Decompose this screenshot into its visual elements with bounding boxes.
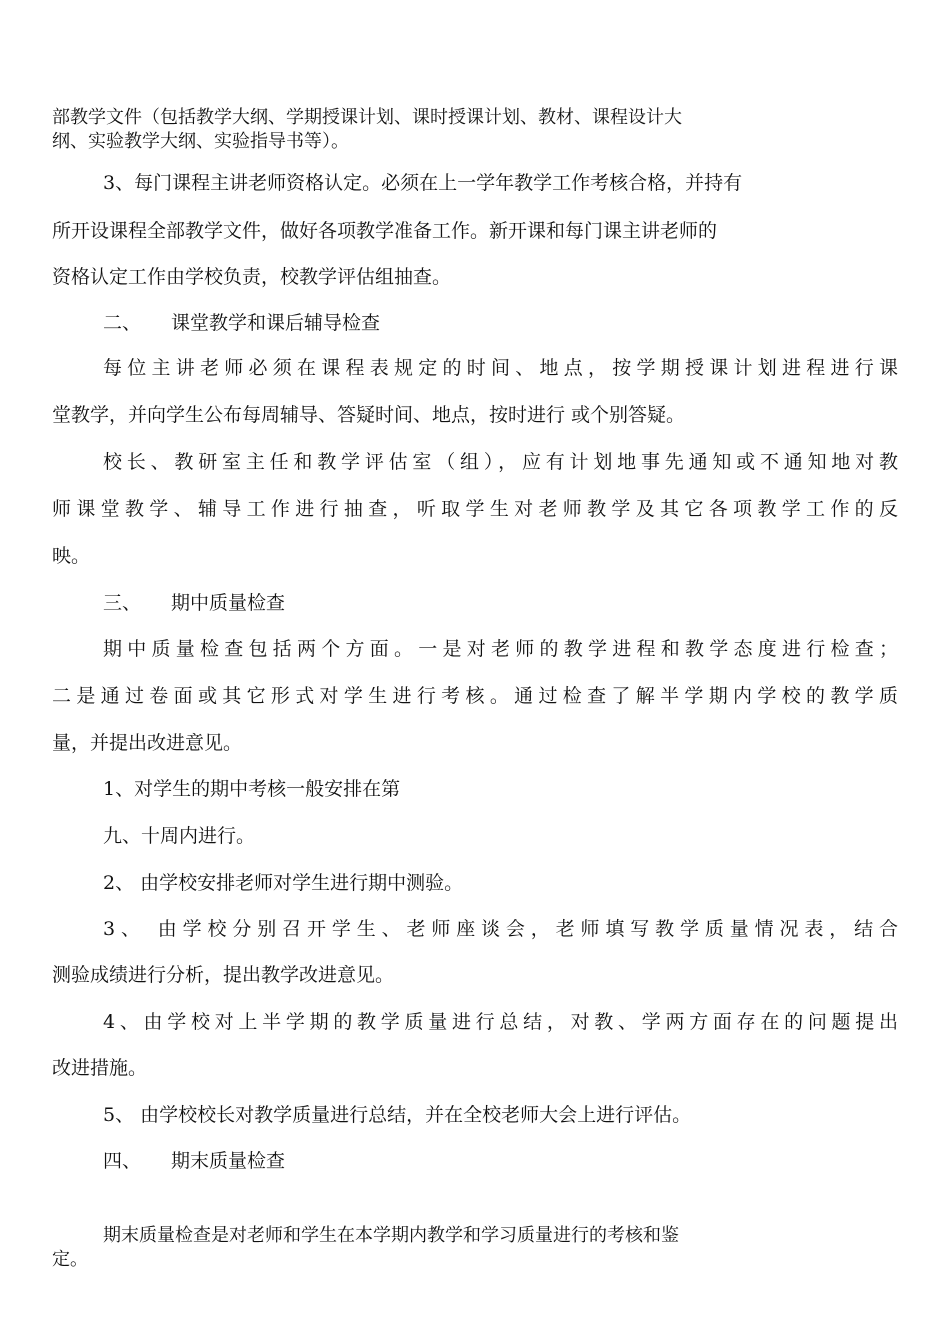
text-line: 5、 由学校校长对教学质量进行总结，并在全校老师大会上进行评估。: [103, 1104, 692, 1126]
text-line: 映。: [52, 545, 91, 567]
section-heading: [103, 591, 285, 615]
text-line: 每位主讲老师必须在课程表规定的时间、地点，按学期授课计划进程进行课: [103, 357, 898, 379]
text-line: 期末质量检查是对老师和学生在本学期内教学和学习质量进行的考核和鉴: [103, 1225, 679, 1246]
section-title: 课堂教学和课后辅导检查: [171, 312, 381, 334]
text-line: 改进措施。: [52, 1057, 148, 1079]
text-line: 二是通过卷面或其它形式对学生进行考核。通过检查了解半学期内学校的教学质: [52, 685, 898, 707]
text-line: 1、对学生的期中考核一般安排在第: [103, 778, 401, 800]
text-line: 资格认定工作由学校负责，校教学评估组抽查。: [52, 266, 452, 288]
text-line: 3、 由学校分别召开学生、老师座谈会，老师填写教学质量情况表，结合: [103, 918, 898, 940]
text-line: 量，并提出改进意见。: [52, 732, 243, 754]
text-line: 测验成绩进行分析，提出教学改进意见。: [52, 964, 395, 986]
section-number: 二、: [103, 312, 142, 334]
section-number: 四、: [103, 1150, 142, 1172]
text-line: 九、十周内进行。: [103, 825, 256, 847]
text-line: 师课堂教学、辅导工作进行抽查，听取学生对老师教学及其它各项教学工作的反: [52, 498, 898, 520]
text-line: 期中质量检查包括两个方面。一是对老师的教学进程和教学态度进行检查；: [103, 638, 898, 660]
text-line: 部教学文件（包括教学大纲、学期授课计划、课时授课计划、教材、课程设计大: [52, 107, 682, 128]
text-line: 定。: [52, 1249, 88, 1270]
text-line: 所开设课程全部教学文件，做好各项教学准备工作。新开课和每门课主讲老师的: [52, 220, 718, 242]
text-line: 4、由学校对上半学期的教学质量进行总结，对教、学两方面存在的问题提出: [103, 1011, 898, 1033]
text-line: 校长、教研室主任和教学评估室（组），应有计划地事先通知或不通知地对教: [103, 451, 898, 473]
section-title: 期末质量检查: [171, 1150, 286, 1172]
text-line: 2、 由学校安排老师对学生进行期中测验。: [103, 872, 464, 894]
section-heading: [103, 1149, 285, 1173]
text-line: 堂教学，并向学生公布每周辅导、答疑时间、地点，按时进行 或个别答疑。: [52, 404, 686, 426]
section-number: 三、: [103, 592, 142, 614]
text-line: 3、每门课程主讲老师资格认定。必须在上一学年教学工作考核合格，并持有: [103, 172, 743, 194]
section-heading: [103, 311, 380, 335]
text-line: 纲、实验教学大纲、实验指导书等）。: [52, 131, 349, 152]
section-title: 期中质量检查: [171, 592, 286, 614]
